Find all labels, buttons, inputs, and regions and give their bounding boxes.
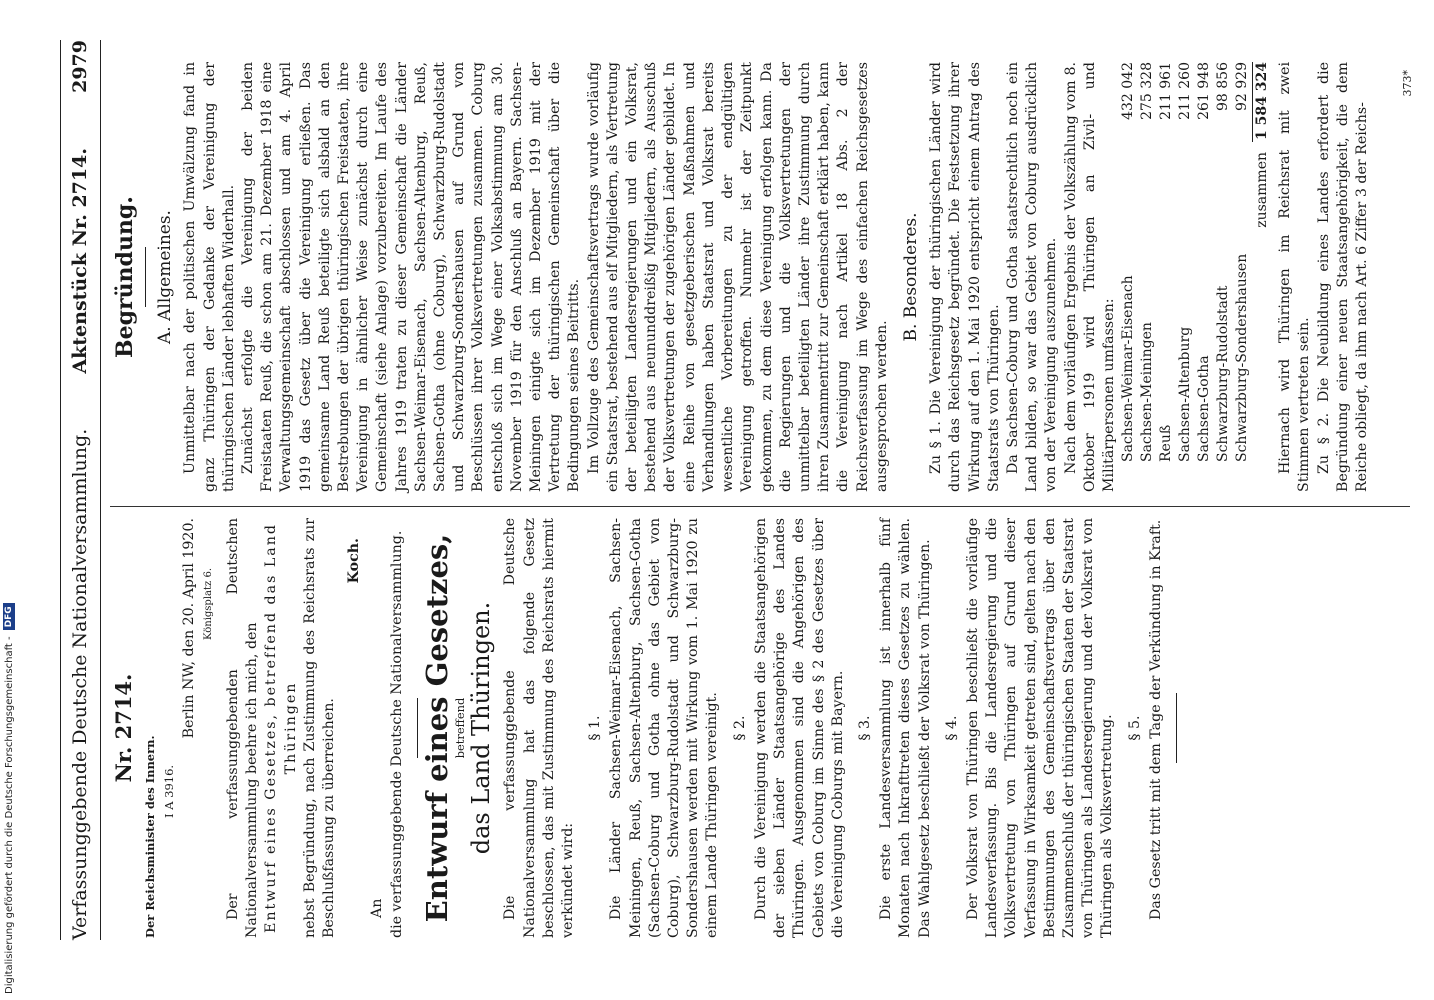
section-1-heading: § 1. <box>587 715 604 741</box>
population-value: 98 856 <box>1215 62 1232 111</box>
street-address: Königsplatz 6. <box>202 568 214 640</box>
population-value: 211 260 <box>1177 62 1194 120</box>
column-divider <box>110 506 1410 507</box>
digitization-credit-bar <box>0 0 18 1000</box>
population-state: Reuß <box>1158 424 1175 462</box>
header-middle: Aktenstück Nr. 2714. <box>69 148 91 374</box>
population-state: Schwarzburg-Rudolstadt <box>1215 285 1232 462</box>
page-header <box>62 40 98 940</box>
minister-line: Der Reichsminister des Innern. <box>143 735 158 938</box>
total-label: zusammen <box>1253 152 1270 228</box>
intro-text-2: nebst Begründung, nach Zustimmung des Reichsrats zur Beschlußfassung zu überreichen. <box>301 518 338 938</box>
section-b-para-2: Da Sachsen-Coburg und Gotha staatsrechtlich noch ein Land bilden, so war das Gebiet von Coburg ausdrücklich von der Vereinigung auszunehmen. <box>1004 62 1060 492</box>
draft-betreffend: betreffend <box>453 697 468 759</box>
document-number: Nr. 2714. <box>111 673 136 783</box>
credit-text: Digitalisierung gefördert durch die Deutsche Forschungsgemeinschaft - <box>3 636 15 994</box>
population-value: 92 929 <box>1234 62 1251 111</box>
section-a-para-3: Im Vollzuge des Gemeinschaftsvertrags wurde vorläufig ein Staatsrat, bestehend aus elf Mitgliedern, als Vertretung der beteiligten Landesregierungen und ein Volksrat, bestehend aus neununddreißig Mitgliedern, als Ausschuß der Volksvertretungen der zugehörigen Länder gebildet. In eine Reihe von gesetzgeberischen Maßnahmen und Verhandlungen haben Staatsrat und Volksrat bereits wesentliche Vorbereitungen zu der endgültigen Vereinigung getroffen. Nunmehr ist der Zeitpunkt gekommen, zu dem diese Vereinigung erfolgen kann. Da die Regierungen und die Volksvertretungen der unmittelbar beteiligten Länder ihre Zustimmung durch ihren Zusammentritt zur Gemeinschaft erklärt haben, kann die Vereinigung nach Artikel 18 Abs. 2 der Reichsverfassung im Wege des einfachen Reichsgesetzes ausgesprochen werden. <box>585 62 890 492</box>
section-a-heading: A. Allgemeines. <box>155 210 176 344</box>
total-value: 1 584 324 <box>1253 62 1273 142</box>
population-table <box>1119 62 1272 492</box>
reference-number: I A 3916. <box>162 764 177 818</box>
population-row <box>1233 62 1253 492</box>
top-rule <box>60 40 61 940</box>
dfg-logo: DFG <box>3 603 15 630</box>
section-4-heading: § 4. <box>943 715 960 741</box>
section-b-para-1: Zu § 1. Die Vereinigung der thüringischen Länder wird durch das Reichsgesetz begründet. Die Festsetzung ihrer Wirkung auf den 1. Mai 1920 entspricht einem Antrag des Staatsrats von Thüringen. <box>928 62 1002 492</box>
population-row <box>1138 62 1157 492</box>
population-total-row <box>1253 62 1273 492</box>
population-state: Sachsen-Meiningen <box>1139 322 1156 462</box>
section-5-heading: § 5. <box>1126 715 1143 741</box>
preamble: Die verfassunggebende Deutsche Nationalversammlung hat das folgende Gesetz beschlossen, das mit Zustimmung des Reichsrats hiermit verkündet wird: <box>502 518 577 938</box>
population-row <box>1176 62 1195 492</box>
section-2-heading: § 2. <box>731 715 748 741</box>
section-b-heading: B. Besonderes. <box>900 212 921 342</box>
population-row <box>1119 62 1138 492</box>
section-b-para-5: Zu § 2. Die Neubildung eines Landes erfordert die Begründung einer neuen Staatsangehörigkeit, die dem Reiche obliegt, da ihm nach Art. 6 Ziffer 3 der Reichs- <box>1315 62 1370 492</box>
section-b-para-4: Hiernach wird Thüringen im Reichsrat mit zwei Stimmen vertreten sein. <box>1277 62 1313 492</box>
section-b-para-3: Nach dem vorläufigen Ergebnis der Volkszählung vom 8. Oktober 1919 wird Thüringen an Zivil- und Militärpersonen umfassen: <box>1062 62 1117 492</box>
section-1-text: Die Länder Sachsen-Weimar-Eisenach, Sachsen-Meiningen, Reuß, Sachsen-Altenburg, Sachsen-Gotha (Sachsen-Coburg und Gotha ohne das Gebiet von Coburg), Schwarzburg-Rudolstadt und Schwarzburg-Sondershausen werden mit Wirkung vom 1. Mai 1920 zu einem Lande Thüringen vereinigt. <box>608 518 721 938</box>
right-column <box>110 62 1372 492</box>
population-state: Schwarzburg-Sondershausen <box>1234 253 1251 462</box>
population-state: Sachsen-Weimar-Eisenach <box>1120 275 1137 462</box>
place-date: Berlin NW, den 20. April 1920. <box>180 518 197 739</box>
population-value: 432 042 <box>1120 62 1137 120</box>
signature-koch: Koch. <box>346 538 363 584</box>
justification-title: Begründung. <box>112 196 138 358</box>
header-page-number: 2979 <box>69 40 91 93</box>
section-a-para-2: Zunächst erfolgte die Vereinigung der beiden Freistaaten Reuß, die schon am 21. Dezember 1918 eine Verwaltungsgemeinschaft abschlossen und am 4. April 1919 das Gesetz über die Vereinigung erließen. Das gemeinsame Land Reuß beteiligte sich alsbald an den Bestrebungen der übrigen thüringischen Freistaaten, ihre Vereinigung in ähnlicher Weise zunächst durch eine Gemeinschaft (siehe Anlage) vorzubereiten. Im Laufe des Jahres 1919 traten zu dieser Gemeinschaft die Länder Sachsen-Weimar-Eisenach, Sachsen-Altenburg, Reuß, Sachsen-Gotha (ohne Coburg), Schwarzburg-Rudolstadt und Schwarzburg-Sondershausen auf Grund von Beschlüssen ihrer Volksvertretungen zusammen. Coburg entschloß sich im Wege einer Volksabstimmung am 30. November 1919 für den Anschluß an Bayern. Sachsen-Meiningen einigte sich im Dezember 1919 mit der Vertretung der thüringischen Gemeinschaft über die Bedingungen seines Beitritts. <box>240 62 583 492</box>
population-state: Sachsen-Altenburg <box>1177 326 1194 462</box>
address-an: An <box>369 898 386 918</box>
separator <box>417 698 418 758</box>
population-value: 261 948 <box>1196 62 1213 120</box>
recipient: die verfassunggebende Deutsche Nationalversammlung. <box>388 530 405 938</box>
credit-rotated <box>0 0 18 1000</box>
intro-text: Der verfassunggebenden Deutschen Nationalversammlung beehre ich mich, den <box>225 518 261 938</box>
population-row <box>1195 62 1214 492</box>
section-5-text: Das Gesetz tritt mit dem Tage der Verkündung in Kraft. <box>1147 519 1164 920</box>
page-signature: 373* <box>1401 70 1414 97</box>
section-3-heading: § 3. <box>856 715 873 741</box>
section-a-para-1: Unmittelbar nach der politischen Umwälzung fand in ganz Thüringen der Gedanke der Vereinigung der thüringischen Länder lebhaften Widerhall. <box>182 62 237 492</box>
draft-title: Entwurf eines Gesetzes, <box>419 533 454 923</box>
population-value: 275 328 <box>1139 62 1156 120</box>
end-rule <box>1176 693 1177 763</box>
section-2-text: Durch die Vereinigung werden die Staatsangehörigen der sieben Länder Staatsangehörige des Landes Thüringen. Ausgenommen sind die Angehörigen des Gebiets von Coburg im Sinne des § 2 des Gesetzes über die Vereinigung Coburgs mit Bayern. <box>752 518 846 938</box>
population-row <box>1157 62 1176 492</box>
header-rule <box>100 40 101 940</box>
separator <box>145 247 146 307</box>
draft-subject: das Land Thüringen. <box>467 601 496 855</box>
header-left: Verfassunggebende Deutsche Nationalversammlung. <box>69 428 91 940</box>
section-4-text: Der Volksrat von Thüringen beschließt die vorläufige Landesverfassung. Bis die Landesregierung und die Volksvertretung von Thüringen auf Grund dieser Verfassung in Wirksamkeit getreten sind, gelten nach den Bestimmungen des Gemeinschaftsvertrags über den Zusammenschluß der thüringischen Staaten der Staatsrat von Thüringen als Landesregierung und der Volksrat von Thüringen als Volksvertretung. <box>964 518 1116 938</box>
population-row <box>1214 62 1233 492</box>
section-3-text: Die erste Landesversammlung ist innerhalb fünf Monaten nach Inkrafttreten dieses Gesetzes zu wählen. Das Wahlgesetz beschließt der Volksrat von Thüringen. <box>878 518 933 938</box>
population-value: 211 961 <box>1158 62 1175 120</box>
bill-title-line: Entwurf eines Gesetzes, betreffend das Land Thüringen <box>263 523 299 933</box>
population-state: Sachsen-Gotha <box>1196 355 1213 462</box>
left-column <box>110 518 1187 938</box>
